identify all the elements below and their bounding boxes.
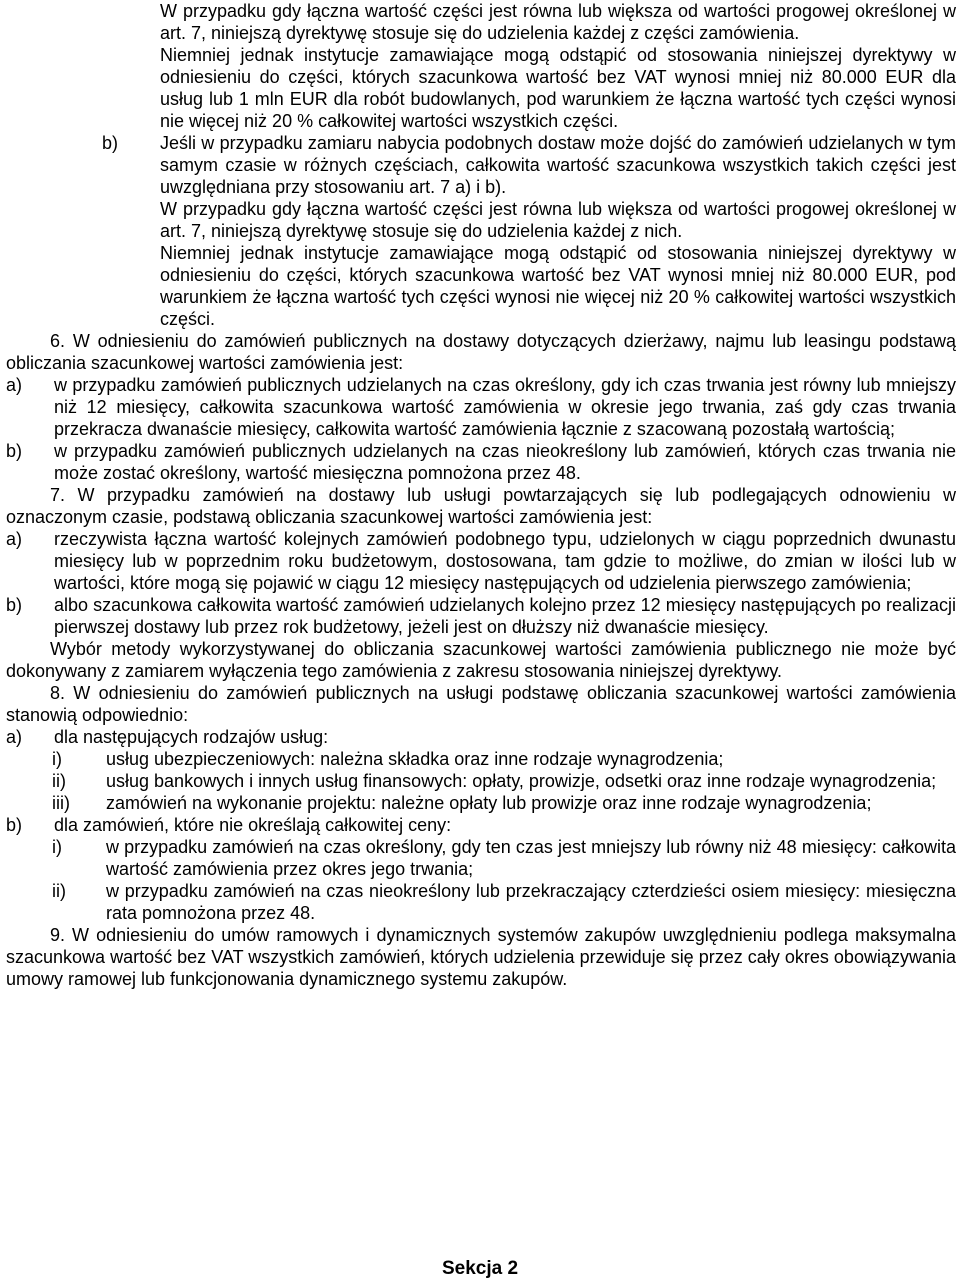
list-text: rzeczywista łączna wartość kolejnych zamówień podobnego typu, udzielonych w ciągu poprzednich dwunastu miesięcy lub w poprzednim roku budżetowym, dostosowana, tam gdzie to możliwe, do zmian w ilości lub w wartości, które mogą się pojawić w ciągu 12 miesięcy następujących od udzielenia pierwszego zamówienia;: [54, 529, 956, 593]
list-text: dla następujących rodzajów usług:: [54, 727, 329, 747]
sub-list-number: iii): [52, 793, 70, 813]
list-item: [6, 440, 956, 484]
list-item: [6, 814, 956, 836]
section-7-closing: Wybór metody wykorzystywanej do obliczania szacunkowej wartości zamówienia publicznego nie może być dokonywany z zamiarem wyłączenia tego zamówienia z zakresu stosowania niniejszej dyrektywy.: [6, 639, 956, 681]
paragraph-supplies-threshold: W przypadku gdy łączna wartość części jest równa lub większa od wartości progowej określonej w art. 7, niniejszą dyrektywę stosuje się do udzielenia każdej z nich.: [160, 199, 956, 241]
list-label: a): [6, 375, 23, 395]
sub-list-item: [6, 792, 956, 814]
list-label: b): [6, 441, 23, 461]
sub-list-item: [6, 880, 956, 924]
paragraph-supplies-exemption: Niemniej jednak instytucje zamawiające mogą odstąpić od stosowania niniejszej dyrektywy w odniesieniu do części, których szacunkowa wartość bez VAT wynosi mniej niż 80.000 EUR, pod warunkiem że łączna wartość tych części wynosi nie więcej niż 20 % całkowitej wartości wszystkich części.: [160, 243, 956, 329]
list-label: b): [102, 133, 119, 153]
section-9-text: 9. W odniesieniu do umów ramowych i dynamicznych systemów zakupów uwzględnieniu podlega maksymalna szacunkowa wartość bez VAT wszystkich zamówień, których udzielenia przewiduje się przez cały okres obowiązywania umowy ramowej lub funkcjonowania dynamicznego systemu zakupów.: [6, 925, 956, 989]
list-item: [6, 374, 956, 440]
list-item: [6, 594, 956, 638]
list-label: b): [6, 815, 23, 835]
sub-list-text: usług ubezpieczeniowych: należna składka oraz inne rodzaje wynagrodzenia;: [106, 749, 724, 769]
sub-list-text: usług bankowych i innych usług finansowych: opłaty, prowizje, odsetki oraz inne rodzaje wynagrodzenia;: [106, 771, 937, 791]
list-text: w przypadku zamówień publicznych udzielanych na czas określony, gdy ich czas trwania jest równy lub mniejszy niż 12 miesięcy, całkowita szacunkowa wartość zamówienia w okresie jego trwania, zaś gdy czas trwania przekracza dwanaście miesięcy, całkowita wartość zamówienia łącznie z szacowaną pozostałą wartością;: [54, 375, 956, 439]
sub-list-item: [6, 748, 956, 770]
section-6-intro: 6. W odniesieniu do zamówień publicznych na dostawy dotyczących dzierżawy, najmu lub leasingu podstawą obliczania szacunkowej wartości zamówienia jest:: [6, 331, 956, 373]
section-heading: Sekcja 2: [441, 1258, 519, 1279]
list-item: [6, 726, 956, 748]
document-page: [6, 0, 956, 990]
sub-list-text: zamówień na wykonanie projektu: należne opłaty lub prowizje oraz inne rodzaje wynagrodzenia;: [106, 793, 872, 813]
sub-list-number: ii): [52, 881, 66, 901]
sub-list-text: w przypadku zamówień na czas nieokreślony lub przekraczający czterdzieści osiem miesięcy: miesięczna rata pomnożona przez 48.: [106, 881, 956, 923]
list-label: a): [6, 727, 23, 747]
sub-list-text: w przypadku zamówień na czas określony, gdy ten czas jest mniejszy lub równy niż 48 miesięcy: całkowita wartość zamówienia przez okres jego trwania;: [106, 837, 956, 879]
list-text: w przypadku zamówień publicznych udzielanych na czas nieokreślony lub zamówień, których czas trwania nie może zostać określony, wartość miesięczna pomnożona przez 48.: [54, 441, 956, 483]
sub-list-number: i): [52, 749, 62, 769]
sub-list-item: [6, 836, 956, 880]
sub-list-number: i): [52, 837, 62, 857]
paragraph-exemption-parts: Niemniej jednak instytucje zamawiające mogą odstąpić od stosowania niniejszej dyrektywy w odniesieniu do części, których szacunkowa wartość bez VAT wynosi mniej niż 80.000 EUR dla usług lub 1 mln EUR dla robót budowlanych, pod warunkiem że łączna wartość tych części wynosi nie więcej niż 20 % całkowitej wartości wszystkich części.: [160, 45, 956, 131]
list-label: a): [6, 529, 23, 549]
sub-list-number: ii): [52, 771, 66, 791]
paragraph-threshold-parts: W przypadku gdy łączna wartość części jest równa lub większa od wartości progowej określonej w art. 7, niniejszą dyrektywę stosuje się do udzielenia każdej z części zamówienia.: [160, 1, 956, 43]
list-item-b-supplies: [6, 132, 956, 198]
section-8-intro: 8. W odniesieniu do zamówień publicznych na usługi podstawę obliczania szacunkowej wartości zamówienia stanowią odpowiednio:: [6, 683, 956, 725]
list-item: [6, 528, 956, 594]
list-text: albo szacunkowa całkowita wartość zamówień udzielanych kolejno przez 12 miesięcy następujących po realizacji pierwszej dostawy lub przez rok budżetowy, jeżeli jest on dłuższy niż dwanaście miesięcy.: [54, 595, 956, 637]
paragraph-supplies-parts: Jeśli w przypadku zamiaru nabycia podobnych dostaw może dojść do zamówień udzielanych w tym samym czasie w różnych częściach, całkowita wartość szacunkowa wszystkich takich części jest uwzględniana przy stosowaniu art. 7 a) i b).: [160, 133, 956, 197]
list-label: b): [6, 595, 23, 615]
sub-list-item: [6, 770, 956, 792]
section-7-intro: 7. W przypadku zamówień na dostawy lub usługi powtarzających się lub podlegających odnowieniu w oznaczonym czasie, podstawą obliczania szacunkowej wartości zamówienia jest:: [6, 485, 956, 527]
list-text: dla zamówień, które nie określają całkowitej ceny:: [54, 815, 452, 835]
